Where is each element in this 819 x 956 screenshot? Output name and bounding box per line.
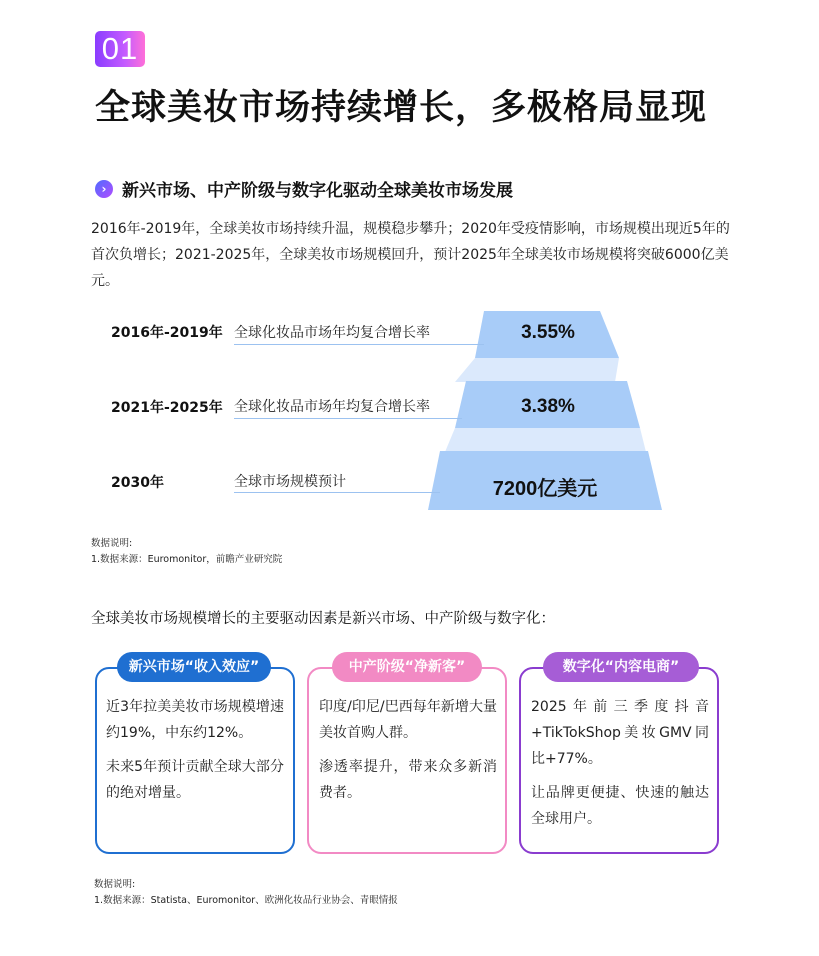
card-digitalization-para-1: 2025年前三季度抖音+TikTokShop美妆GMV同比+77%。 (531, 699, 709, 767)
card-digitalization-text (531, 694, 709, 840)
funnel-period-2: 2021年-2025年 (111, 400, 223, 416)
card-emerging-markets-tag: 新兴市场“收入效应” (117, 652, 271, 682)
card-digitalization-para-2: 让品牌更便捷、快速的触达全球用户。 (531, 785, 709, 827)
funnel-period-3: 2030年 (111, 475, 164, 491)
card-emerging-markets-para-1: 近3年拉美美妆市场规模增速约19%，中东约12%。 (106, 699, 284, 741)
funnel-connector-2 (445, 428, 646, 452)
funnel-value-1: 3.55% (521, 322, 575, 343)
data-note-2 (94, 877, 398, 909)
intro-paragraph: 2016年-2019年，全球美妆市场持续升温，规模稳步攀升；2020年受疫情影响，市场规模出现近5年的首次负增长；2021-2025年，全球美妆市场规模回升，预计2025年全球美妆市场规模将突破6000亿美元。 (91, 221, 730, 289)
funnel-leader-line-3 (234, 492, 440, 493)
card-middle-class-para-2: 渗透率提升，带来众多新消费者。 (319, 759, 497, 801)
page-title: 全球美妆市场持续增长，多极格局显现 (95, 88, 708, 128)
chevron-right-icon: › (95, 180, 113, 198)
funnel-leader-line-1 (234, 344, 484, 345)
funnel-value-2: 3.38% (521, 396, 575, 417)
funnel-leader-line-2 (234, 418, 462, 419)
data-note-1-title: 数据说明: (91, 538, 133, 549)
data-note-2-source: 1.数据来源：Statista、Euromonitor、欧洲化妆品行业协会、青眼情报 (94, 895, 398, 906)
data-note-1 (91, 536, 282, 568)
card-middle-class-tag: 中产阶级“净新客” (332, 652, 482, 682)
data-note-2-title: 数据说明: (94, 879, 136, 890)
funnel-value-3: 7200亿美元 (492, 478, 598, 500)
data-note-1-source: 1.数据来源：Euromonitor，前瞻产业研究院 (91, 554, 283, 565)
card-emerging-markets-para-2: 未来5年预计贡献全球大部分的绝对增量。 (106, 759, 284, 801)
card-digitalization-tag: 数字化“内容电商” (543, 652, 699, 682)
drivers-intro: 全球美妆市场规模增长的主要驱动因素是新兴市场、中产阶级与数字化： (91, 611, 555, 627)
card-middle-class-text (319, 694, 497, 814)
card-middle-class-para-1: 印度/印尼/巴西每年新增大量美妆首购人群。 (319, 699, 497, 741)
funnel-label-3: 全球市场规模预计 (234, 474, 346, 490)
card-emerging-markets-text (106, 694, 284, 814)
section-title: 新兴市场、中产阶级与数字化驱动全球美妆市场发展 (122, 181, 513, 201)
funnel-label-2: 全球化妆品市场年均复合增长率 (234, 399, 430, 415)
funnel-period-1: 2016年-2019年 (111, 325, 223, 341)
section-number-badge: 01 (95, 31, 145, 67)
funnel-connector-1 (455, 358, 619, 382)
funnel-label-1: 全球化妆品市场年均复合增长率 (234, 325, 430, 341)
